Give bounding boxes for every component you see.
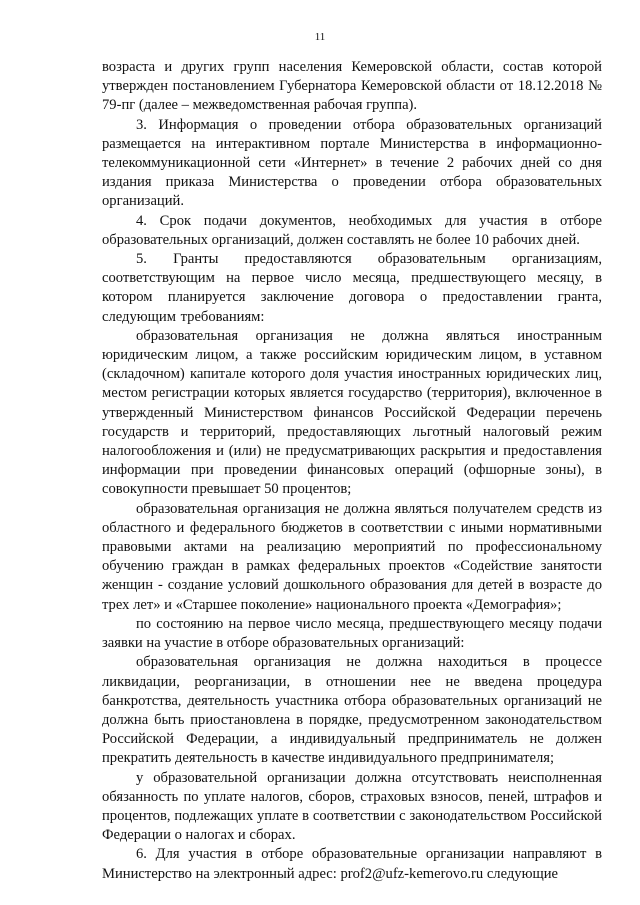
paragraph-item-5-grant-requirements: 5. Гранты предоставляются образовательным организациям, соответствующим на первое число месяца, предшествующего месяцу, в котором планируется заключение договора о предоставлении гранта, следующим требованиям: (102, 251, 602, 325)
paragraph-requirement-no-liquidation: образовательная организация не должна находиться в процессе ликвидации, реорганизации, в отношении нее не введена процедура банкротства, деятельность участника отбора образовательных организаций не должна быть приостановлена в порядке, предусмотренном законодательством Российской Федерации, а индивидуальный предприниматель не должен прекратить деятельность в качестве индивидуального предпринимателя; (102, 654, 602, 767)
paragraph-requirement-not-foreign-entity: образовательная организация не должна являться иностранным юридическим лицом, а также российским юридическим лицом, в уставном (складочном) капитале которого доля участия иностранных юридических лиц, местом регистрации которых является государство (территория), включенное в утвержденный Министерством финансов Российской Федерации перечень государств и территорий, предоставляющих льготный налоговый режим налогообложения и (или) не предусматривающих раскрытия и предоставления информации при проведении финансовых операций (офшорные зоны), в совокупности превышает 50 процентов; (102, 327, 602, 498)
paragraph-item-4-submission-deadline: 4. Срок подачи документов, необходимых для участия в отборе образовательных организаций, должен составлять не более 10 рабочих дней. (102, 212, 602, 248)
paragraph-requirement-no-budget-funds: образовательная организация не должна являться получателем средств из областного и федерального бюджетов в соответствии с иными нормативными правовыми актами на реализацию мероприятий по профессиональному обучению граждан в рамках федеральных проектов «Содействие занятости женщин - создание условий дошкольного образования для детей в возрасте до трех лет» и «Старшее поколение» национального проекта «Демография»; (102, 500, 602, 613)
paragraph-item-6-participation-email: 6. Для участия в отборе образовательные организации направляют в Министерство на электронный адрес: prof2@ufz-kemerovo.ru следующие (102, 846, 602, 882)
paragraph-working-group-continuation: возраста и других групп населения Кемеровской области, состав которой утвержден постановлением Губернатора Кемеровской области от 18.12.2018 № 79-пг (далее – межведомственная рабочая группа). (102, 59, 602, 114)
paragraph-requirement-no-tax-debt: у образовательной организации должна отсутствовать неисполненная обязанность по уплате налогов, сборов, страховых взносов, пеней, штрафов и процентов, подлежащих уплате в соответствии с законодательством Российской Федерации о налогах и сборах. (102, 769, 602, 844)
page-number: 11 (314, 31, 326, 43)
paragraph-status-date-condition: по состоянию на первое число месяца, предшествующего месяцу подачи заявки на участие в отборе образовательных организаций: (102, 615, 602, 652)
paragraph-item-3-selection-info: 3. Информация о проведении отбора образовательных организаций размещается на интерактивном портале Министерства в информационно-телекоммуникационной сети «Интернет» в течение 2 рабочих дней со дня издания приказа Министерства о проведении отбора образовательных организаций. (102, 116, 602, 210)
document-body (102, 58, 602, 884)
